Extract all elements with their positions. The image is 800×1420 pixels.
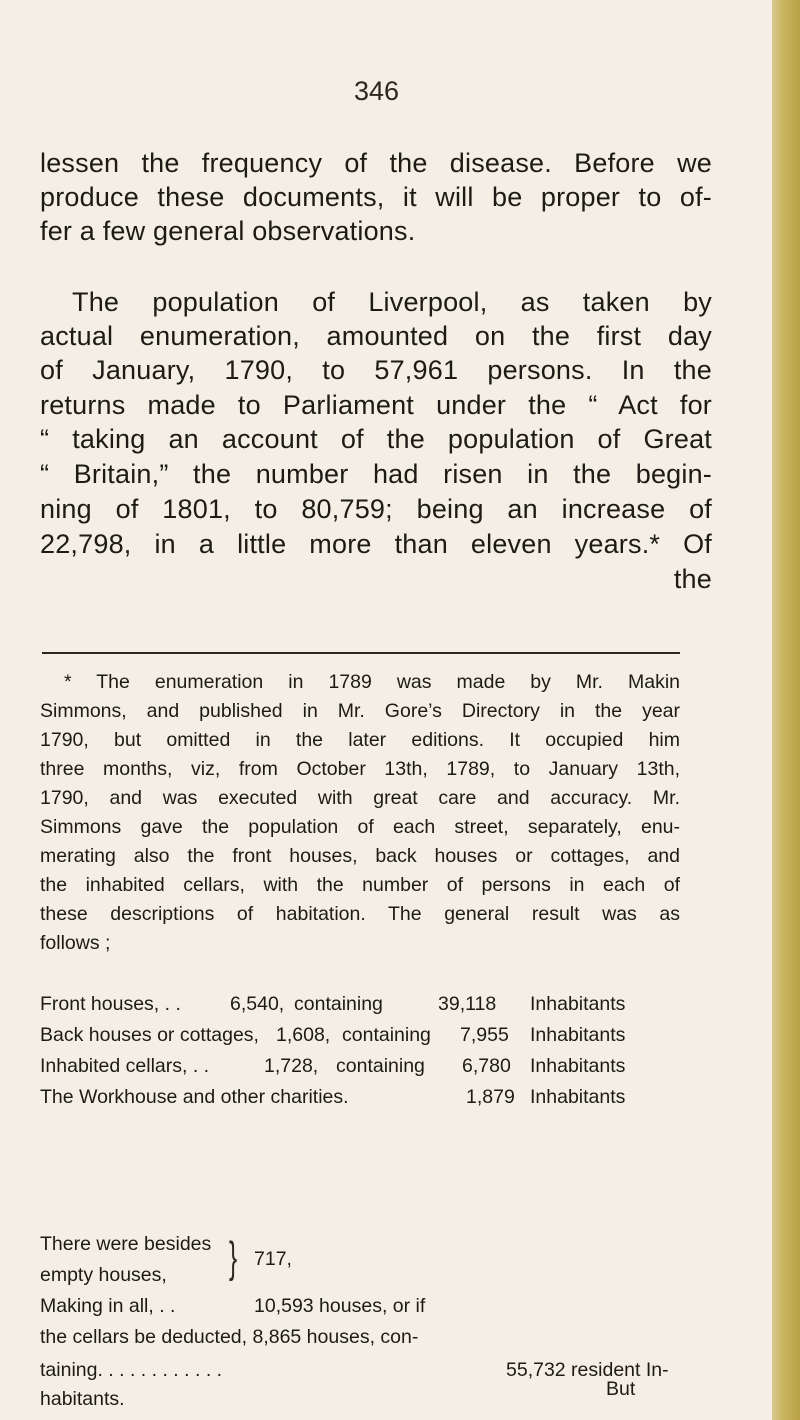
text-line: fer a few general observations.: [40, 216, 416, 246]
book-page: [40, 0, 760, 1420]
footnote-line: follows ;: [40, 932, 111, 954]
footnote-line: 1790, but omitted in the later editions. It occupied him: [40, 729, 680, 751]
text-line: 22,798, in a little more than eleven years.* Of: [40, 529, 712, 559]
row-count: 1,728,: [264, 1055, 319, 1077]
footnote-line: Simmons gave the population of each street, separately, enu-: [40, 816, 680, 838]
footnote-line: 1790, and was executed with great care and accuracy. Mr.: [40, 787, 680, 809]
row-persons: 1,879: [466, 1086, 515, 1108]
row-containing: containing: [294, 993, 383, 1015]
row-label: Front houses, . .: [40, 993, 181, 1015]
row-label: The Workhouse and other charities.: [40, 1086, 349, 1108]
brace: }: [229, 1233, 238, 1282]
text-line: returns made to Parliament under the “ Act for: [40, 390, 712, 420]
footnote-line: these descriptions of habitation. The general result was as: [40, 903, 680, 925]
making-value: 10,593 houses, or if: [254, 1295, 426, 1317]
row-unit: Inhabitants: [530, 993, 626, 1015]
row-containing: containing: [336, 1055, 425, 1077]
footnote-line: the inhabited cellars, with the number of persons in each of: [40, 874, 680, 896]
text-line: “ Britain,” the number had risen in the begin-: [40, 459, 712, 489]
empty-houses-label: empty houses,: [40, 1264, 167, 1286]
text-line: lessen the frequency of the disease. Before we: [40, 148, 712, 178]
footnote-rule: [42, 652, 680, 654]
footnote-line: three months, viz, from October 13th, 1789, to January 13th,: [40, 758, 680, 780]
row-count: 1,608,: [276, 1024, 331, 1046]
taining-value: 55,732 resident In-: [506, 1359, 669, 1381]
page-number: 346: [354, 76, 400, 106]
besides-label: There were besides: [40, 1233, 212, 1255]
row-persons: 7,955: [460, 1024, 509, 1046]
text-line: The population of Liverpool, as taken by: [72, 287, 712, 317]
making-label: Making in all, . .: [40, 1295, 176, 1317]
book-page-edge: [772, 0, 800, 1420]
deducted-line: the cellars be deducted, 8,865 houses, con-: [40, 1326, 419, 1348]
row-label: Inhabited cellars, . .: [40, 1055, 210, 1077]
text-line: produce these documents, it will be proper to of-: [40, 182, 712, 212]
text-line: of January, 1790, to 57,961 persons. In the: [40, 355, 712, 385]
row-unit: Inhabitants: [530, 1055, 626, 1077]
row-unit: Inhabitants: [530, 1086, 626, 1108]
row-label: Back houses or cottages,: [40, 1024, 259, 1046]
row-unit: Inhabitants: [530, 1024, 626, 1046]
row-count: 6,540,: [230, 993, 285, 1015]
habitants-word: habitants.: [40, 1388, 125, 1410]
row-persons: 39,118: [438, 993, 497, 1015]
footnote-line: * The enumeration in 1789 was made by Mr. Makin: [64, 671, 680, 693]
catchword-line: the: [673, 564, 712, 594]
text-line: “ taking an account of the population of Great: [40, 424, 712, 454]
catchword: But: [606, 1378, 636, 1400]
footnote-line: Simmons, and published in Mr. Gore’s Directory in the year: [40, 700, 680, 722]
row-persons: 6,780: [462, 1055, 511, 1077]
taining-label: taining. . . . . . . . . . . .: [40, 1359, 223, 1381]
footnote-line: merating also the front houses, back houses or cottages, and: [40, 845, 680, 867]
row-containing: containing: [342, 1024, 431, 1046]
empty-houses-value: 717,: [254, 1248, 292, 1270]
text-line: ning of 1801, to 80,759; being an increase of: [40, 494, 712, 524]
text-line: actual enumeration, amounted on the first day: [40, 321, 712, 351]
